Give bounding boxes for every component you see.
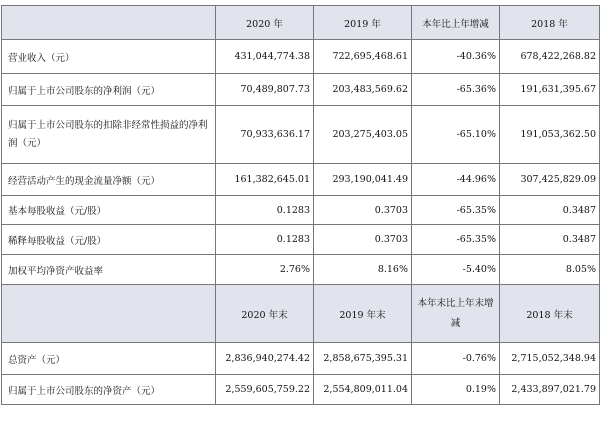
table-row [2,106,600,164]
table-row [2,375,600,405]
value-2018: 0.3487 [500,196,600,225]
value-2018: 191,053,362.50 [500,106,600,164]
value-2019: 203,275,403.05 [314,106,412,164]
header-2020-end: 2020 年末 [216,285,314,343]
value-change: -65.35% [412,196,500,225]
value-2020: 0.1283 [216,196,314,225]
header-corner-cell [2,285,216,343]
value-2020: 70,489,807.73 [216,74,314,106]
value-2018-end: 2,715,052,348.94 [500,343,600,375]
header-yoy-change: 本年比上年增减 [412,6,500,40]
header-2019-end: 2019 年末 [314,285,412,343]
value-change: -5.40% [412,255,500,285]
value-2019: 722,695,468.61 [314,40,412,74]
value-2020: 431,044,774.38 [216,40,314,74]
value-2020: 0.1283 [216,225,314,255]
row-label: 归属于上市公司股东的扣除非经常性损益的净利润（元） [2,106,216,164]
value-change: -65.10% [412,106,500,164]
header-corner-cell [2,6,216,40]
value-change: -44.96% [412,164,500,196]
value-change: -40.36% [412,40,500,74]
header-2020: 2020 年 [216,6,314,40]
row-label: 营业收入（元） [2,40,216,74]
table-row [2,196,600,225]
value-2019: 8.16% [314,255,412,285]
value-2018: 678,422,268.82 [500,40,600,74]
value-2020-end: 2,836,940,274.42 [216,343,314,375]
value-2019: 0.3703 [314,225,412,255]
header-row [2,6,600,40]
value-2019-end: 2,554,809,011.04 [314,375,412,405]
header-2018: 2018 年 [500,6,600,40]
value-2018-end: 2,433,897,021.79 [500,375,600,405]
row-label: 加权平均净资产收益率 [2,255,216,285]
row-label: 稀释每股收益（元/股） [2,225,216,255]
value-2020: 2.76% [216,255,314,285]
row-label: 总资产（元） [2,343,216,375]
financial-summary-table [1,5,600,405]
value-change: 0.19% [412,375,500,405]
row-label: 基本每股收益（元/股） [2,196,216,225]
row-label: 归属于上市公司股东的净利润（元） [2,74,216,106]
value-2019: 293,190,041.49 [314,164,412,196]
row-label: 经营活动产生的现金流量净额（元） [2,164,216,196]
value-2019: 203,483,569.62 [314,74,412,106]
value-change: -0.76% [412,343,500,375]
value-change: -65.35% [412,225,500,255]
header-2019: 2019 年 [314,6,412,40]
header-yoy-end-change: 本年末比上年末增减 [412,285,500,343]
table-row [2,164,600,196]
row-label: 归属于上市公司股东的净资产（元） [2,375,216,405]
value-change: -65.36% [412,74,500,106]
value-2020: 70,933,636.17 [216,106,314,164]
table-row [2,255,600,285]
table-row [2,225,600,255]
value-2019-end: 2,858,675,395.31 [314,343,412,375]
table-row [2,343,600,375]
table-row [2,74,600,106]
header-row [2,285,600,343]
table-row [2,40,600,74]
header-2018-end: 2018 年末 [500,285,600,343]
value-2019: 0.3703 [314,196,412,225]
value-2020: 161,382,645.01 [216,164,314,196]
value-2018: 191,631,395.67 [500,74,600,106]
value-2018: 8.05% [500,255,600,285]
value-2018: 307,425,829.09 [500,164,600,196]
value-2020-end: 2,559,605,759.22 [216,375,314,405]
value-2018: 0.3487 [500,225,600,255]
